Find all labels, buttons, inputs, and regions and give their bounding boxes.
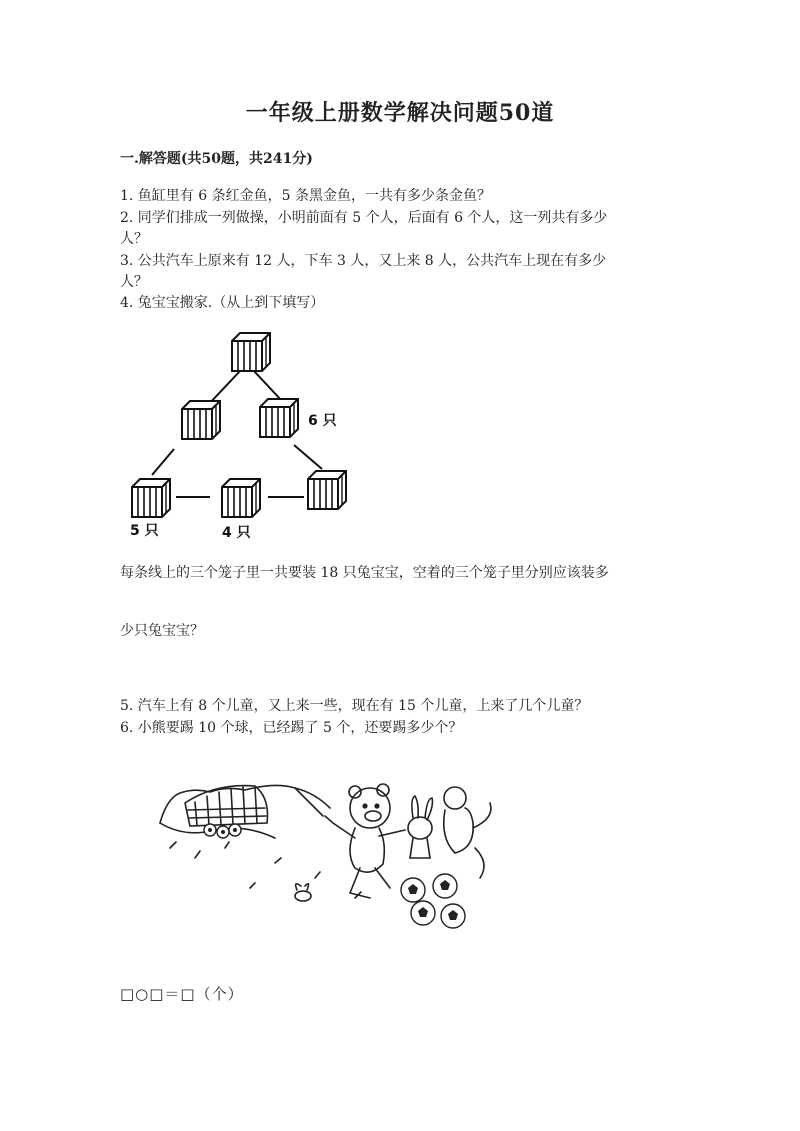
cage-bottom-middle (222, 479, 260, 517)
question-2-line-2: 人？ (120, 231, 148, 247)
question-4: 4. 兔宝宝搬家.（从上到下填写） (120, 295, 325, 311)
question-1: 1. 鱼缸里有 6 条红金鱼，5 条黑金鱼，一共有多少条金鱼？ (120, 188, 491, 204)
section-heading: 一.解答题(共50题，共241分) (120, 151, 313, 167)
label-four: 4 只 (222, 525, 251, 541)
cage-bottom-right (308, 471, 346, 509)
question-3-line-1: 3. 公共汽车上原来有 12 人，下车 3 人，又上来 8 人，公共汽车上现在有多少 (120, 253, 607, 269)
question-6: 6. 小熊要踢 10 个球，已经踢了 5 个，还要踢多少个？ (120, 720, 463, 736)
question-4-desc-line-2: 少只兔宝宝？ (120, 623, 204, 639)
cage-middle-left (182, 401, 220, 439)
question-2-line-1: 2. 同学们排成一列做操，小明前面有 5 个人，后面有 6 个人，这一列共有多少 (120, 210, 608, 226)
question-5: 5. 汽车上有 8 个儿童，又上来一些，现在有 15 个儿童，上来了几个儿童？ (120, 698, 589, 714)
question-3-line-2: 人？ (120, 274, 148, 290)
question-4-desc-line-1: 每条线上的三个笼子里一共要装 18 只兔宝宝，空着的三个笼子里分别应该装多 (120, 565, 609, 581)
cage-top (232, 333, 270, 371)
cage-middle-right (260, 399, 298, 437)
cage-triangle-figure (118, 327, 358, 542)
bear-soccer-illustration (155, 768, 505, 933)
label-five: 5 只 (130, 523, 159, 539)
cage-bottom-left (132, 479, 170, 517)
label-six: 6 只 (308, 413, 337, 429)
answer-formula: □○□＝□（个） (120, 985, 244, 1003)
page-title: 一年级上册数学解决问题50道 (245, 100, 555, 126)
